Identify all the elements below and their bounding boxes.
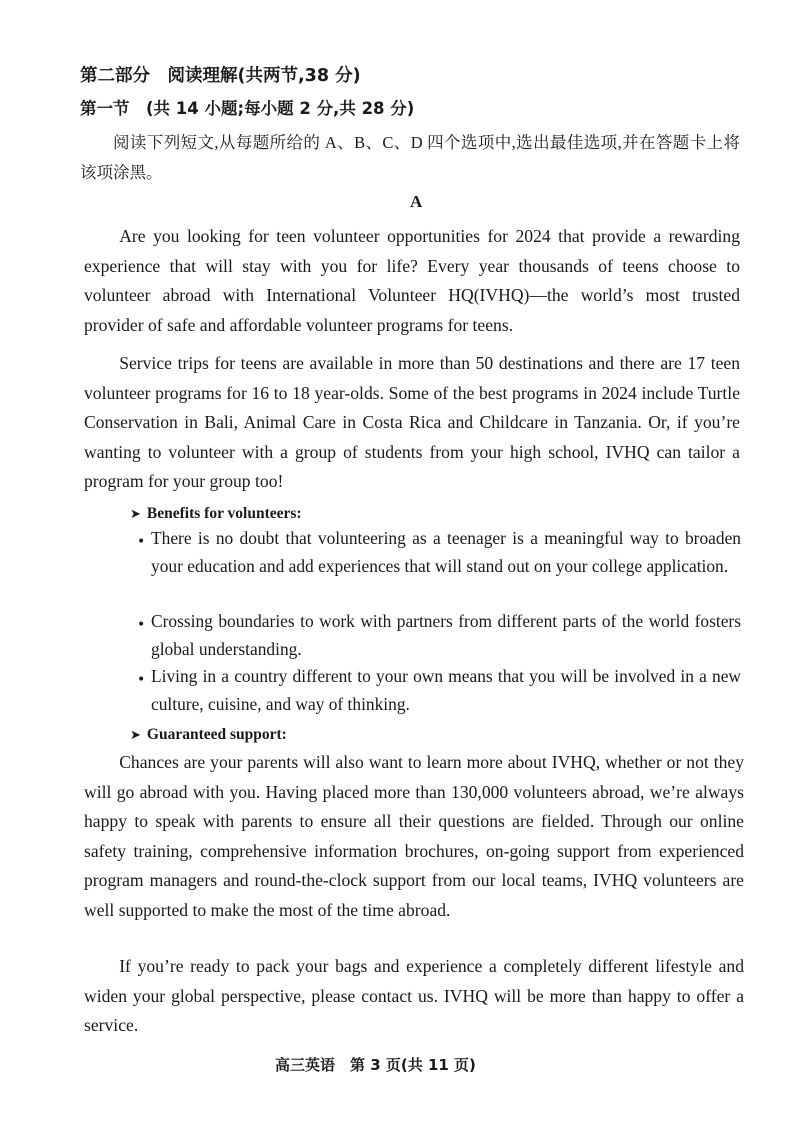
benefits-heading: ➤ Benefits for volunteers: <box>130 505 302 522</box>
benefit-item-2: Crossing boundaries to work with partners from different parts of the world fosters global understanding. <box>151 611 741 659</box>
paragraph-1: Are you looking for teen volunteer opportunities for 2024 that provide a rewarding experience that will stay with you for life? Every year thousands of teens choose to volunteer abroad with International Volunteer HQ(IVHQ)—the world’s most trusted provider of safe and affordable volunteer programs for teens. <box>84 226 740 335</box>
paragraph-3: Chances are your parents will also want to learn more about IVHQ, whether or not they will go abroad with you. Having placed more than 130,000 volunteers abroad, we’re always happy to speak with parents to ensure all their questions are fielded. Through our online safety training, comprehensive information brochures, on-going support from experienced program managers and round-the-clock support from our local teams, IVHQ volunteers are well supported to make the most of the time abroad. <box>84 752 744 920</box>
benefit-item-3: Living in a country different to your own means that you will be involved in a new culture, cuisine, and way of thinking. <box>151 666 741 714</box>
arrow-bullet-icon: ➤ <box>130 507 141 522</box>
instruction: 阅读下列短文,从每题所给的 A、B、C、D 四个选项中,选出最佳选项,并在答题卡上将该项涂黑。 <box>80 133 740 182</box>
passage-label: A <box>410 192 423 211</box>
part-title: 第二部分 阅读理解(共两节,38 分) <box>80 66 361 86</box>
page-footer: 高三英语 第 3 页(共 11 页) <box>275 1056 476 1074</box>
bullet-dot-icon: • <box>137 617 146 633</box>
arrow-bullet-icon: ➤ <box>130 728 141 743</box>
support-heading: ➤ Guaranteed support: <box>130 726 287 743</box>
section-title: 第一节 (共 14 小题;每小题 2 分,共 28 分) <box>80 99 415 118</box>
bullet-dot-icon: • <box>137 534 146 550</box>
bullet-dot-icon: • <box>137 672 146 688</box>
paragraph-2: Service trips for teens are available in more than 50 destinations and there are 17 teen volunteer programs for 16 to 18 year-olds. Some of the best programs in 2024 include Turtle Conservation in Bali, Animal Care in Costa Rica and Childcare in Tanzania. Or, if you’re wanting to volunteer with a group of students from your high school, IVHQ can tailor a program for your group too! <box>84 353 740 491</box>
paragraph-4: If you’re ready to pack your bags and experience a completely different lifestyle and widen your global perspective, please contact us. IVHQ will be more than happy to offer a service. <box>84 956 744 1035</box>
benefit-item-1: There is no doubt that volunteering as a teenager is a meaningful way to broaden your education and add experiences that will stand out on your college application. <box>151 528 741 576</box>
